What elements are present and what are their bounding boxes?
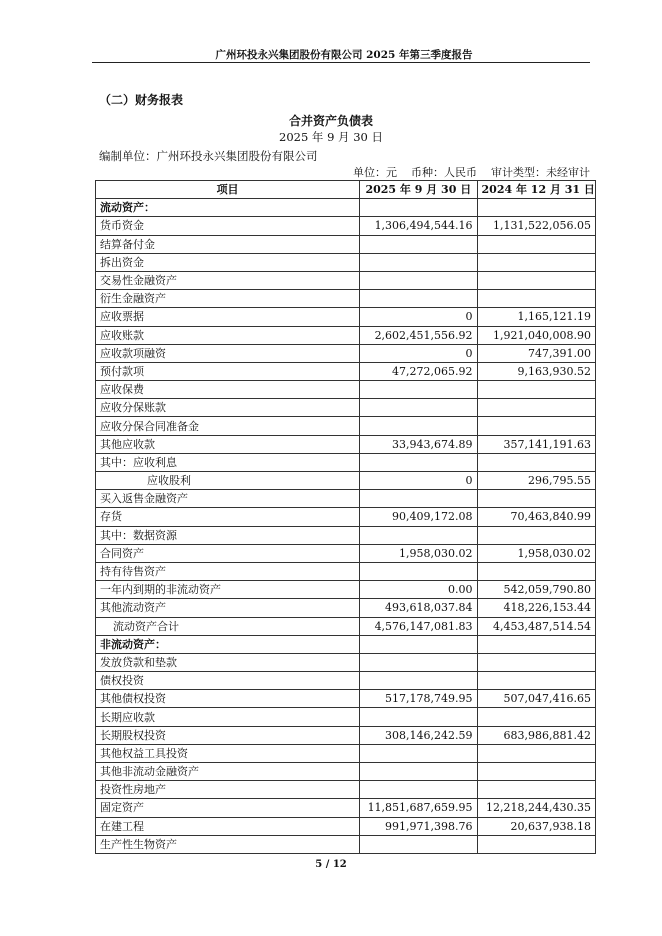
- row-label: 非流动资产：: [96, 635, 360, 653]
- value-2025: [360, 635, 477, 653]
- table-row: [96, 217, 596, 235]
- table-row: [96, 763, 596, 781]
- table-row: [96, 744, 596, 762]
- column-header-2025: 2025 年 9 月 30 日: [360, 181, 477, 199]
- value-2025: [360, 835, 477, 853]
- value-2024: 357,141,191.63: [477, 435, 595, 453]
- value-2025: [360, 453, 477, 471]
- row-label: 在建工程: [96, 817, 360, 835]
- value-2025: 1,306,494,544.16: [360, 217, 477, 235]
- row-label: 其他权益工具投资: [96, 744, 360, 762]
- table-row: [96, 235, 596, 253]
- value-2024: [477, 199, 595, 217]
- table-row: [96, 690, 596, 708]
- section-title: （二）财务报表: [99, 93, 184, 107]
- row-label: 其中：应收利息: [96, 453, 360, 471]
- table-row: [96, 290, 596, 308]
- value-2024: [477, 453, 595, 471]
- value-2024: 70,463,840.99: [477, 508, 595, 526]
- table-row: [96, 781, 596, 799]
- table-row: [96, 508, 596, 526]
- table-row: [96, 708, 596, 726]
- row-label: 一年内到期的非流动资产: [96, 581, 360, 599]
- row-label: 拆出资金: [96, 253, 360, 271]
- value-2025: [360, 199, 477, 217]
- row-label: 持有待售资产: [96, 562, 360, 580]
- value-2024: [477, 399, 595, 417]
- value-2025: [360, 271, 477, 289]
- row-label: 固定资产: [96, 799, 360, 817]
- report-date: 2025 年 9 月 30 日: [279, 130, 383, 144]
- value-2025: [360, 672, 477, 690]
- value-2024: [477, 562, 595, 580]
- value-2025: [360, 490, 477, 508]
- value-2025: 4,576,147,081.83: [360, 617, 477, 635]
- row-label: 衍生金融资产: [96, 290, 360, 308]
- table-row: [96, 308, 596, 326]
- value-2024: 1,958,030.02: [477, 544, 595, 562]
- value-2025: 0.00: [360, 581, 477, 599]
- table-header-row: [96, 181, 596, 199]
- value-2024: [477, 708, 595, 726]
- value-2024: 507,047,416.65: [477, 690, 595, 708]
- table-row: [96, 453, 596, 471]
- table-row: [96, 417, 596, 435]
- row-label: 应收票据: [96, 308, 360, 326]
- value-2025: 1,958,030.02: [360, 544, 477, 562]
- row-label: 应收保费: [96, 381, 360, 399]
- value-2024: [477, 744, 595, 762]
- row-label: 结算备付金: [96, 235, 360, 253]
- table-row: [96, 672, 596, 690]
- table-row: [96, 817, 596, 835]
- value-2024: [477, 235, 595, 253]
- value-2025: [360, 417, 477, 435]
- value-2024: 1,165,121.19: [477, 308, 595, 326]
- table-row: [96, 599, 596, 617]
- value-2025: [360, 744, 477, 762]
- value-2024: 296,795.55: [477, 472, 595, 490]
- value-2025: 47,272,065.92: [360, 362, 477, 380]
- table-row: [96, 526, 596, 544]
- row-label: 应收款项融资: [96, 344, 360, 362]
- row-label: 债权投资: [96, 672, 360, 690]
- row-label: 流动资产合计: [96, 617, 360, 635]
- table-row: [96, 581, 596, 599]
- value-2024: [477, 672, 595, 690]
- table-row: [96, 472, 596, 490]
- row-label: 交易性金融资产: [96, 271, 360, 289]
- value-2024: [477, 635, 595, 653]
- value-2025: [360, 253, 477, 271]
- value-2024: 1,921,040,008.90: [477, 326, 595, 344]
- row-label: 长期股权投资: [96, 726, 360, 744]
- page-number: 5 / 12: [315, 859, 347, 870]
- table-row: [96, 799, 596, 817]
- row-label: 其中：数据资源: [96, 526, 360, 544]
- value-2025: [360, 235, 477, 253]
- value-2025: [360, 526, 477, 544]
- row-label: 买入返售金融资产: [96, 490, 360, 508]
- table-row: [96, 617, 596, 635]
- row-label: 预付款项: [96, 362, 360, 380]
- row-label: 合同资产: [96, 544, 360, 562]
- value-2025: 90,409,172.08: [360, 508, 477, 526]
- table-row: [96, 399, 596, 417]
- row-label: 长期应收款: [96, 708, 360, 726]
- table-row: [96, 344, 596, 362]
- value-2024: 683,986,881.42: [477, 726, 595, 744]
- value-2024: [477, 781, 595, 799]
- table-row: [96, 544, 596, 562]
- table-row: [96, 362, 596, 380]
- value-2025: [360, 290, 477, 308]
- value-2025: 11,851,687,659.95: [360, 799, 477, 817]
- row-label: 其他债权投资: [96, 690, 360, 708]
- value-2024: [477, 253, 595, 271]
- value-2025: [360, 381, 477, 399]
- value-2025: 991,971,398.76: [360, 817, 477, 835]
- table-row: [96, 271, 596, 289]
- value-2025: 517,178,749.95: [360, 690, 477, 708]
- row-label: 发放贷款和垫款: [96, 653, 360, 671]
- value-2024: [477, 526, 595, 544]
- value-2025: 493,618,037.84: [360, 599, 477, 617]
- balance-sheet-table: [95, 180, 596, 854]
- value-2024: 747,391.00: [477, 344, 595, 362]
- row-label: 货币资金: [96, 217, 360, 235]
- value-2025: 0: [360, 308, 477, 326]
- table-body: [96, 199, 596, 854]
- table-row: [96, 726, 596, 744]
- value-2025: [360, 562, 477, 580]
- value-2025: 0: [360, 472, 477, 490]
- value-2025: [360, 653, 477, 671]
- value-2025: [360, 781, 477, 799]
- table-row: [96, 253, 596, 271]
- row-label: 应收股利: [96, 472, 360, 490]
- row-label: 投资性房地产: [96, 781, 360, 799]
- table-row: [96, 490, 596, 508]
- row-label: 应收账款: [96, 326, 360, 344]
- header-divider: [92, 62, 590, 63]
- value-2025: 33,943,674.89: [360, 435, 477, 453]
- column-header-item: 项目: [96, 181, 360, 199]
- table-row: [96, 562, 596, 580]
- value-2025: [360, 399, 477, 417]
- table-row: [96, 835, 596, 853]
- row-label: 应收分保合同准备金: [96, 417, 360, 435]
- preparing-unit: 编制单位：广州环投永兴集团股份有限公司: [99, 149, 318, 163]
- value-2024: 1,131,522,056.05: [477, 217, 595, 235]
- table-row: [96, 653, 596, 671]
- table-row: [96, 381, 596, 399]
- table-row: [96, 199, 596, 217]
- value-2024: 418,226,153.44: [477, 599, 595, 617]
- value-2024: 12,218,244,430.35: [477, 799, 595, 817]
- value-2024: [477, 490, 595, 508]
- value-2024: [477, 763, 595, 781]
- row-label: 其他应收款: [96, 435, 360, 453]
- value-2024: [477, 653, 595, 671]
- column-header-2024: 2024 年 12 月 31 日: [477, 181, 595, 199]
- page-header: 广州环投永兴集团股份有限公司 2025 年第三季度报告: [215, 49, 473, 61]
- value-2024: [477, 271, 595, 289]
- value-2024: 542,059,790.80: [477, 581, 595, 599]
- row-label: 应收分保账款: [96, 399, 360, 417]
- value-2025: 0: [360, 344, 477, 362]
- value-2024: 4,453,487,514.54: [477, 617, 595, 635]
- row-label: 存货: [96, 508, 360, 526]
- table-row: [96, 635, 596, 653]
- value-2024: [477, 835, 595, 853]
- value-2024: 9,163,930.52: [477, 362, 595, 380]
- row-label: 其他非流动金融资产: [96, 763, 360, 781]
- value-2025: [360, 763, 477, 781]
- table-row: [96, 435, 596, 453]
- row-label: 生产性生物资产: [96, 835, 360, 853]
- row-label: 其他流动资产: [96, 599, 360, 617]
- value-2025: [360, 708, 477, 726]
- value-2024: [477, 381, 595, 399]
- report-title: 合并资产负债表: [288, 114, 373, 128]
- table-row: [96, 326, 596, 344]
- value-2024: [477, 417, 595, 435]
- row-label: 流动资产：: [96, 199, 360, 217]
- value-2025: 2,602,451,556.92: [360, 326, 477, 344]
- currency-audit-line: 单位：元 币种：人民币 审计类型：未经审计: [353, 166, 590, 179]
- value-2024: [477, 290, 595, 308]
- value-2025: 308,146,242.59: [360, 726, 477, 744]
- value-2024: 20,637,938.18: [477, 817, 595, 835]
